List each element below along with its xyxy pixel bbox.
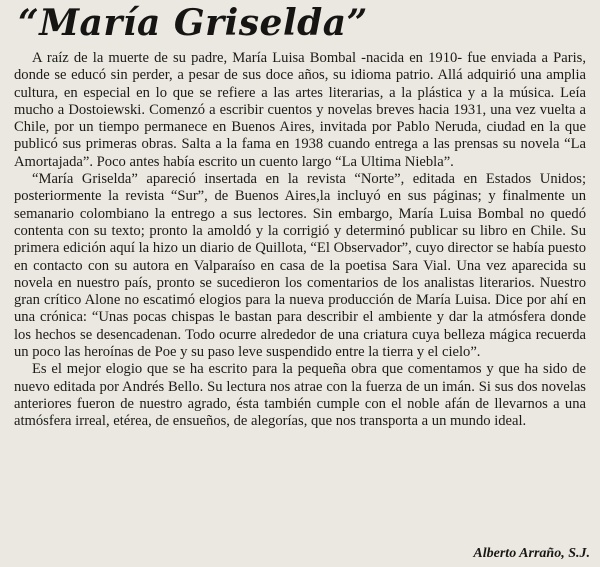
article-paragraph: “María Griselda” apareció insertada en la revista “Norte”, editada en Estados Unidos; posteriormente la revista “Sur”, de Buenos Aires,la incluyó en sus páginas; y finalmente un semanario colombiano la entrego a sus lectores. Sin embargo, María Luisa Bombal no quedó contenta con su texto; pronto la amoldó y la corrigió y determinó publicar su libro en Chile. Su primera edición aquí la hizo un diario de Quillota, “El Observador”, cuyo director se había puesto en contacto con su autora en Valparaíso en casa de la poetisa Sara Vial. Una vez aparecida su novela en nuestro país, pronto se sucedieron los comentarios de los analistas literarios. Nuestro gran crítico Alone no escatimó elogios para la nueva producción de María Luisa. Dice por ahí en una crónica: “Unas pocas chispas le bastan para describir el ambiente y dar la atmósfera donde los hechos se desencadenan. Todo ocurre alrededor de una criatura cuya belleza mágica recuerda un poco las heroínas de Poe y su paso leve suspendido entre la tierra y el cielo”.	[14, 171, 586, 361]
article-paragraph: Es el mejor elogio que se ha escrito para la pequeña obra que comentamos y que ha sido de nuevo editada por Andrés Bello. Su lectura nos atrae con la fuerza de un imán. Si sus dos novelas anteriores fueron de nuestro agrado, ésta también cumple con el noble afán de llevarnos a una atmósfera irreal, etérea, de ensueños, de alegorías, que nos transporta a un mundo ideal.	[14, 361, 586, 430]
article-paragraph: A raíz de la muerte de su padre, María Luisa Bombal -nacida en 1910- fue enviada a Paris, donde se educó sin perder, a pesar de sus doce años, su idioma patrio. Allá adquirió una amplia cultura, en especial en lo que se refiere a las artes literarias, a la plástica y a la música. Leía mucho a Dostoiewski. Comenzó a escribir cuentos y novelas breves hacia 1931, una vez vuelta a Chile, por un tiempo permanece en Buenos Aires, invitada por Pablo Neruda, ciudad en la que publicó sus primeras obras. Salta a la fama en 1938 cuando entrega a las prensas su novela “La Amortajada”. Poco antes había escrito un cuento largo “La Ultima Niebla”.	[14, 50, 586, 170]
article-body	[14, 50, 586, 431]
article-byline: Alberto Arraño, S.J.	[473, 546, 590, 561]
article-title: “María Griselda”	[18, 2, 368, 44]
